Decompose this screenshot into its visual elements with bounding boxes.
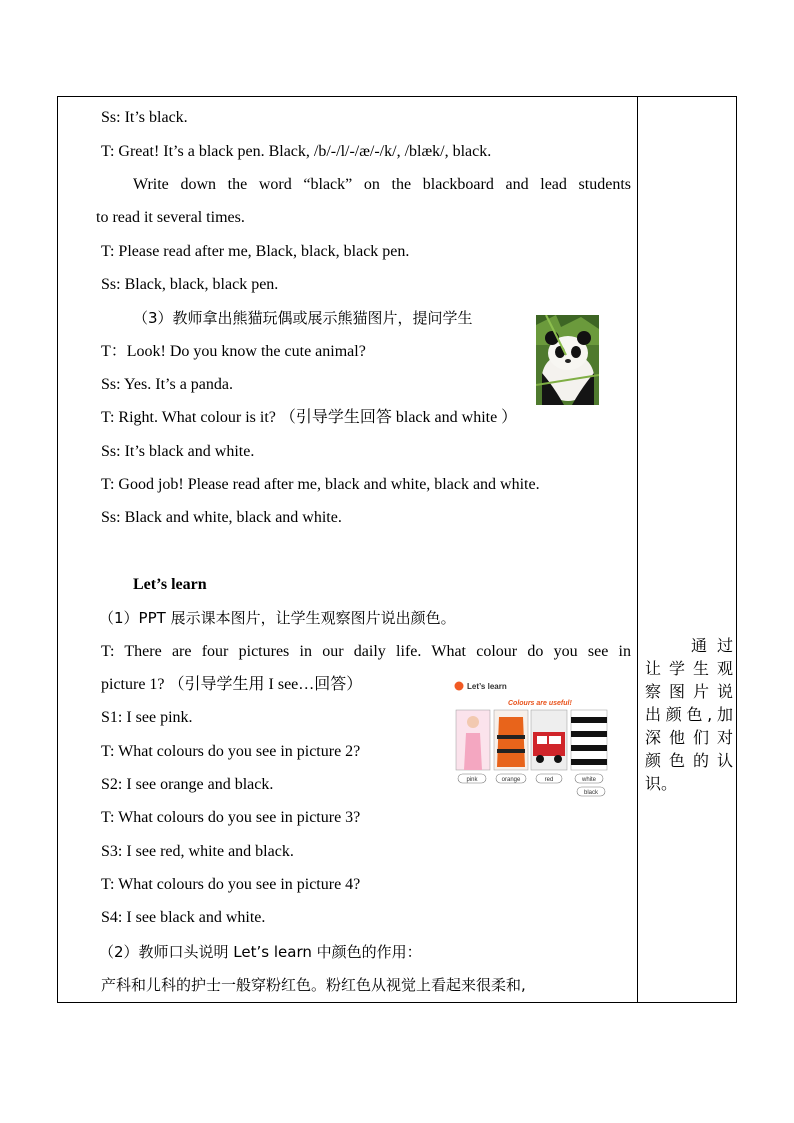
- label-black: black: [583, 790, 599, 796]
- panda-image: [536, 315, 599, 405]
- text-line: （2）教师口头说明 Let’s learn 中颜色的作用：: [99, 943, 422, 961]
- text-line: Ss: It’s black and white.: [101, 443, 255, 460]
- text-line: T: Right. What colour is it? （引导学生回答 black and white ）: [101, 409, 518, 426]
- text-line: T: What colours do you see in picture 3?: [101, 809, 361, 826]
- text-line: T: There are four pictures in our daily life. What colour do you see in: [101, 643, 631, 660]
- text-line: T: Good job! Please read after me, black and white, black and white.: [101, 476, 540, 493]
- text-line: Ss: Yes. It’s a panda.: [101, 376, 234, 393]
- section-heading: Let’s learn: [133, 576, 207, 593]
- text-line: T: Great! It’s a black pen. Black, /b/-/l/-/æ/-/k/, /blæk/, black.: [101, 143, 492, 160]
- text-line: Ss: Black and white, black and white.: [101, 509, 342, 526]
- text-line: S2: I see orange and black.: [101, 776, 274, 793]
- lesson-table: [57, 96, 737, 1003]
- text-line: S3: I see red, white and black.: [101, 843, 294, 860]
- learn-header: Let’s learn: [467, 682, 507, 691]
- side-note: [645, 634, 733, 795]
- text-line: T: What colours do you see in picture 2?: [101, 743, 361, 760]
- label-pink: pink: [466, 777, 478, 783]
- text-line: T：Look! Do you know the cute animal?: [101, 343, 366, 360]
- text-line: （3）教师拿出熊猫玩偶或展示熊猫图片，提问学生: [133, 309, 473, 327]
- column-divider: [637, 97, 638, 1002]
- text-line: T: Please read after me, Black, black, black pen.: [101, 243, 410, 260]
- header-dot-icon: [455, 682, 464, 691]
- text-line: Ss: Black, black, black pen.: [101, 276, 279, 293]
- side-note-line: 识。: [645, 774, 678, 793]
- text-line: to read it several times.: [96, 209, 245, 226]
- lets-learn-image: [452, 677, 612, 802]
- side-note-line: 察图片说: [645, 682, 733, 701]
- text-line: S1: I see pink.: [101, 709, 193, 726]
- text-line: Write down the word “black” on the blackboard and lead students: [133, 176, 631, 193]
- text-line: S4: I see black and white.: [101, 909, 266, 926]
- text-line: T: What colours do you see in picture 4?: [101, 876, 361, 893]
- label-red: red: [544, 777, 554, 783]
- label-orange: orange: [501, 777, 521, 783]
- text-line: Ss: It’s black.: [101, 109, 188, 126]
- side-note-line: 颜色的认: [645, 751, 733, 770]
- text-line: picture 1? （引导学生用 I see…回答）: [101, 676, 363, 693]
- text-line: （1）PPT 展示课本图片，让学生观察图片说出颜色。: [99, 609, 456, 627]
- side-note-line: 通 过: [691, 636, 733, 655]
- text-line: 产科和儿科的护士一般穿粉红色。粉红色从视觉上看起来很柔和,: [101, 976, 526, 994]
- learn-subtitle: Colours are useful!: [508, 700, 572, 707]
- label-white: white: [581, 777, 597, 783]
- side-note-line: 深他们对: [645, 728, 733, 747]
- side-note-line: 出颜色,加: [645, 705, 733, 724]
- side-note-line: 让学生观: [645, 659, 733, 678]
